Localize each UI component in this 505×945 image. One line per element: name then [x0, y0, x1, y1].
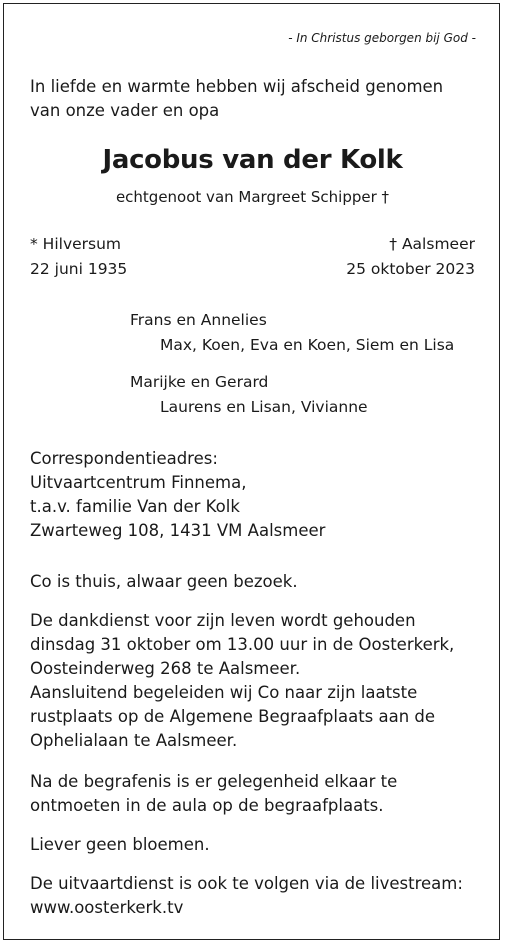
correspondence-line: Zwarteweg 108, 1431 VM Aalsmeer — [30, 521, 326, 540]
service-line: rustplaats op de Algemene Begraafplaats aan de — [30, 707, 436, 726]
service-line: Aansluitend begeleiden wij Co naar zijn laatste — [30, 683, 418, 702]
death-date: 25 oktober 2023 — [346, 260, 475, 278]
birth-date: 22 juni 1935 — [30, 260, 128, 278]
birth-place: * Hilversum — [30, 235, 122, 253]
flowers-note: Liever geen bloemen. — [30, 835, 210, 854]
meeting-line: ontmoeten in de aula op de begraafplaats. — [30, 796, 384, 815]
livestream-url: www.oosterkerk.tv — [30, 898, 184, 917]
family-parents-1: Frans en Annelies — [130, 311, 267, 329]
service-line: De dankdienst voor zijn leven wordt gehouden — [30, 611, 416, 630]
livestream-line: De uitvaartdienst is ook te volgen via de livestream: — [30, 874, 463, 893]
correspondence-line: t.a.v. familie Van der Kolk — [30, 497, 240, 516]
meeting-line: Na de begrafenis is er gelegenheid elkaar te — [30, 772, 398, 791]
death-place: † Aalsmeer — [389, 235, 475, 253]
family-children-2: Laurens en Lisan, Vivianne — [160, 398, 368, 416]
deceased-name: Jacobus van der Kolk — [102, 145, 403, 175]
intro-line-1: In liefde en warmte hebben wij afscheid genomen — [30, 77, 444, 96]
correspondence-line: Uitvaartcentrum Finnema, — [30, 473, 247, 492]
motto: - In Christus geborgen bij God - — [288, 31, 476, 45]
family-children-1: Max, Koen, Eva en Koen, Siem en Lisa — [160, 336, 455, 354]
correspondence-heading: Correspondentieadres: — [30, 449, 218, 468]
service-line: Oosteinderweg 268 te Aalsmeer. — [30, 659, 301, 678]
family-parents-2: Marijke en Gerard — [130, 373, 269, 391]
service-line: dinsdag 31 oktober om 13.00 uur in de Oosterkerk, — [30, 635, 455, 654]
visit-note: Co is thuis, alwaar geen bezoek. — [30, 572, 298, 591]
intro-line-2: van onze vader en opa — [30, 101, 220, 120]
spouse-line: echtgenoot van Margreet Schipper † — [115, 188, 390, 206]
service-line: Ophelialaan te Aalsmeer. — [30, 731, 238, 750]
